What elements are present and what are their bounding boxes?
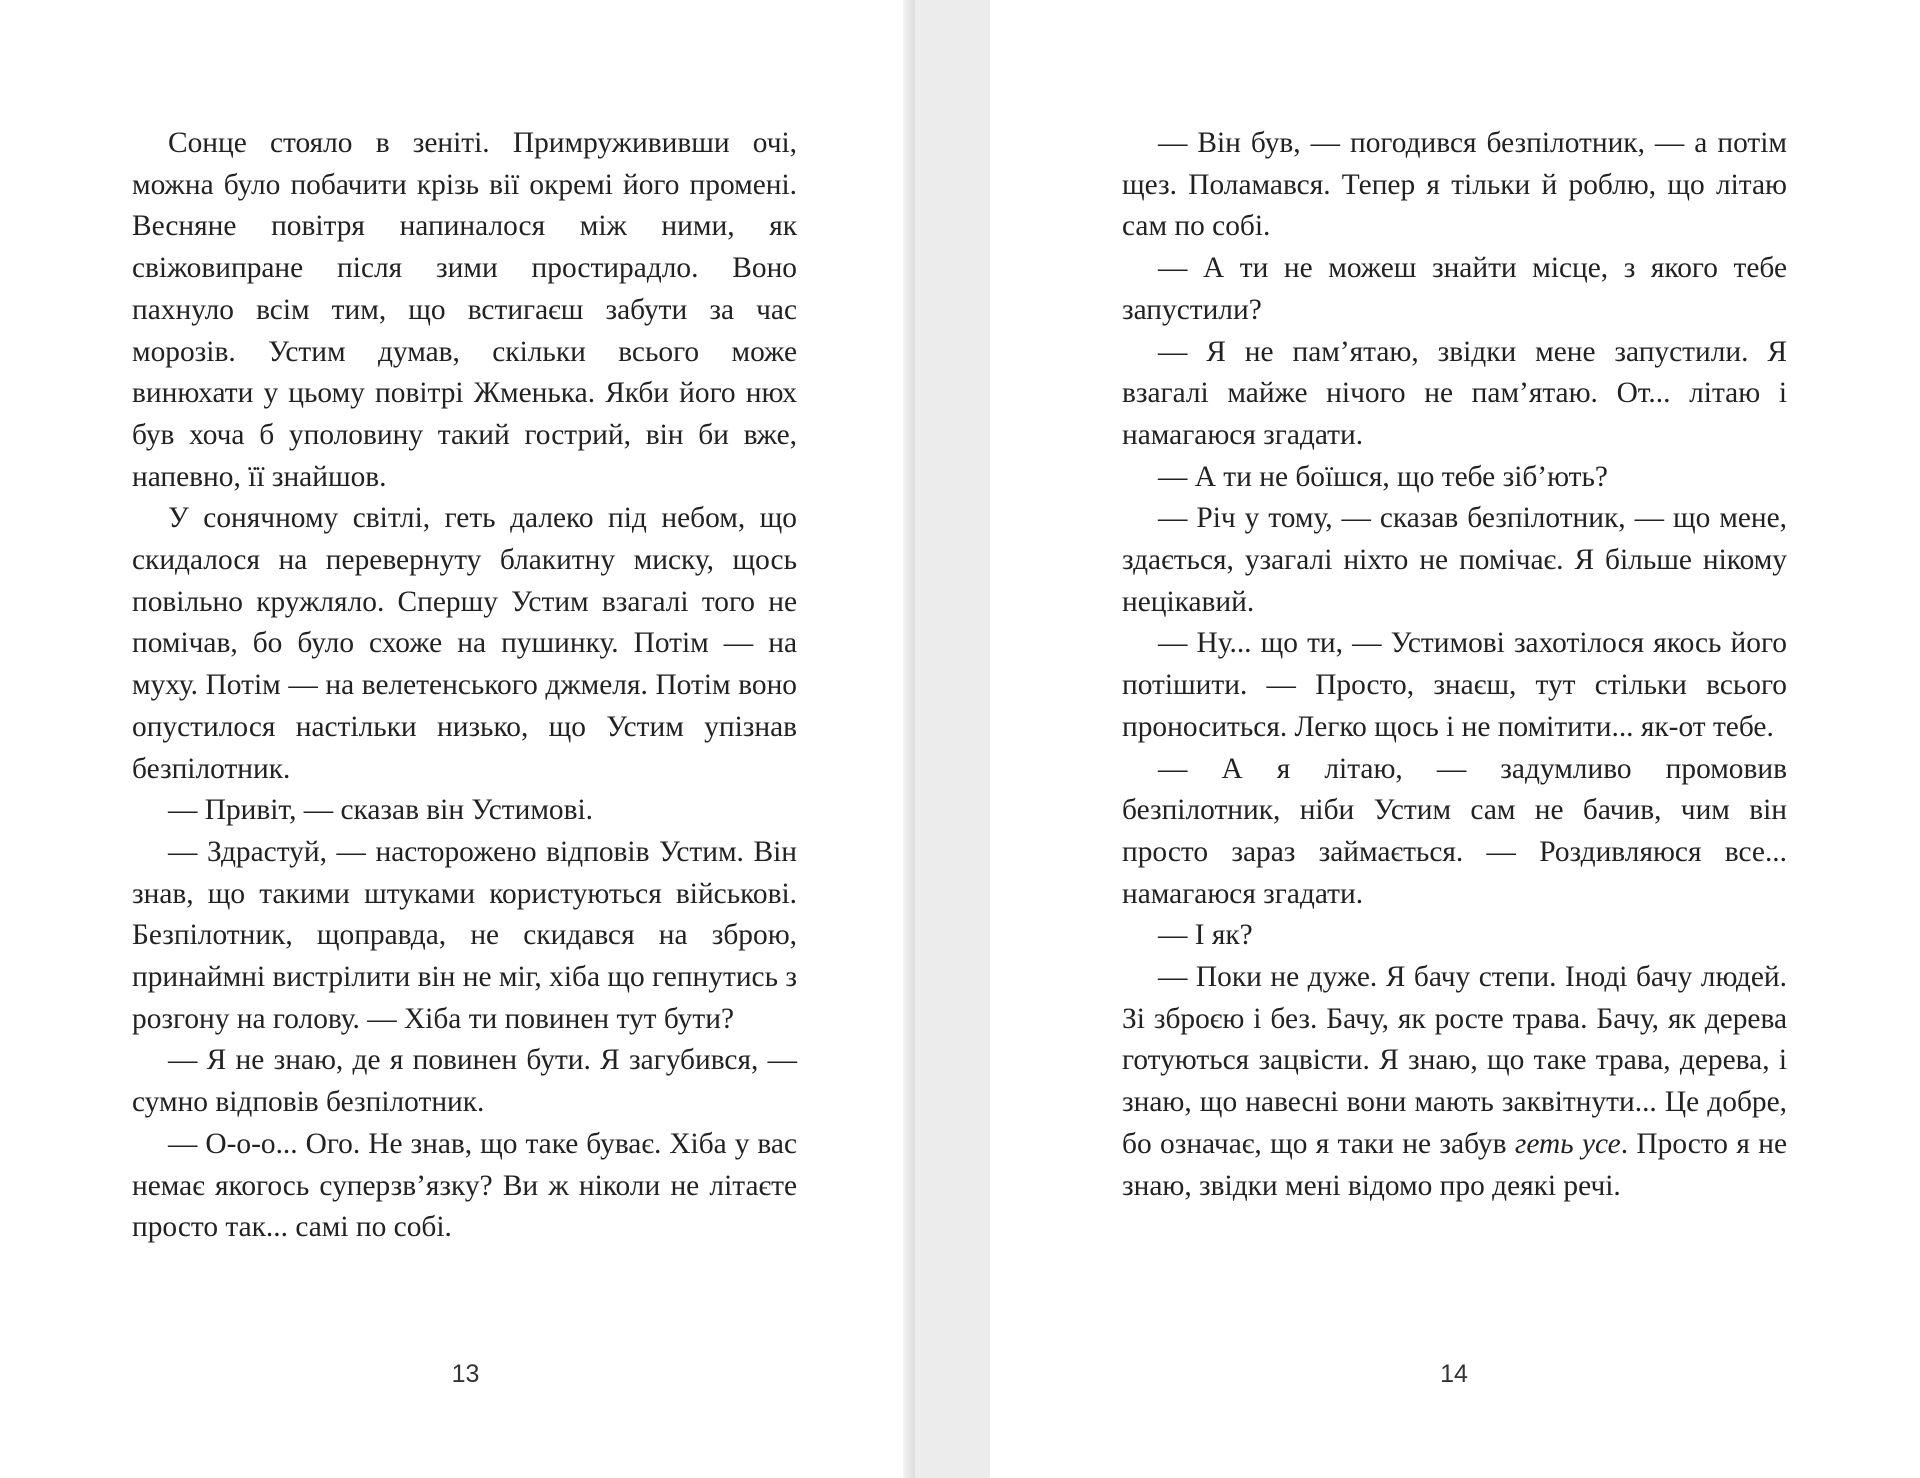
paragraph: — Я не пам’ятаю, звідки мене запустили. Я взагалі майже нічого не пам’ятаю. От... літаю і намагаюся згадати. [1122,335,1787,451]
paragraph: — А ти не боїшся, що тебе зіб’ють? [1158,460,1608,493]
paragraph: — Ну... що ти, — Устимові захотілося якось його потішити. — Просто, знаєш, тут стільки всього проноситься. Легко щось і не помітити... як-от тебе. [1122,627,1787,743]
paragraph: У сонячному світлі, геть далеко під небом, що скидалося на перевернуту блакитну миску, щось повільно кружляло. Спершу Устим взагалі того не помічав, бо було схоже на пушинку. Потім — на муху. Потім — на велетенського джмеля. Потім воно опустилося настільки низько, що Устим упізнав безпілотник. [132,502,797,785]
paragraph: — Я не знаю, де я повинен бути. Я загубився, — сумно відповів безпілотник. [132,1044,797,1119]
page-number: 13 [451,1360,480,1388]
italic-phrase: геть усе [1514,1127,1621,1160]
paragraph: — Привіт, — сказав він Устимові. [168,794,593,827]
page-gutter-shadow [903,0,915,1478]
paragraph-text: — Поки не дуже. Я бачу степи. Іноді бачу людей. Зі зброєю і без. Бачу, як росте трава. Бачу, як дерева готуються зацвісти. Я знаю, що таке трава, дерева, і знаю, що навесні вони мають заквітнути... Це добре, бо означає, що я таки не забув [1122,961,1787,1160]
page-number: 14 [1440,1360,1468,1388]
left-page-text [132,123,797,1249]
left-page [0,0,915,1478]
paragraph: — І як? [1158,919,1253,952]
paragraph-continued [1122,957,1787,1207]
paragraph: — А я літаю, — задумливо промовив безпілотник, ніби Устим сам не бачив, чим він просто зараз займається. — Роздивляюся все... намагаюся згадати. [1122,752,1787,910]
paragraph: — А ти не можеш знайти місце, з якого тебе запустили? [1122,252,1787,326]
paragraph: — Річ у тому, — сказав безпілотник, — що мене, здається, узагалі ніхто не помічає. Я більше нікому нецікавий. [1122,502,1787,618]
right-page-text [1122,123,1787,1207]
paragraph: Сонце стояло в зеніті. Примружививши очі, можна було побачити крізь вії окремі його промені. Весняне повітря напиналося між ними, як свіжовипране після зими простирадло. Воно пахнуло всім тим, що встигаєш забути за час морозів. Устим думав, скільки всього може винюхати у цьому повітрі Жменька. Якби його нюх був хоча б уполовину такий гострий, він би вже, напевно, її знайшов. [132,127,797,493]
paragraph: — Він був, — погодився безпілотник, — а потім щез. Поламався. Тепер я тільки й роблю, що літаю сам по собі. [1122,127,1787,243]
paragraph: — Здрастуй, — насторожено відповів Устим. Він знав, що такими штуками користуються військові. Безпілотник, щоправда, не скидався на зброю, принаймні вистрілити він не міг, хіба що гепнутись з розгону на голову. — Хіба ти повинен тут бути? [132,835,797,1035]
paragraph-tail: . Просто я не знаю, звідки мені відомо про деякі речі. [1122,1127,1787,1202]
right-page [990,0,1920,1478]
paragraph: — О-о-о... Ого. Не знав, що таке буває. Хіба у вас немає якогось суперзв’язку? Ви ж ніколи не літаєте просто так... самі по собі. [132,1127,797,1244]
